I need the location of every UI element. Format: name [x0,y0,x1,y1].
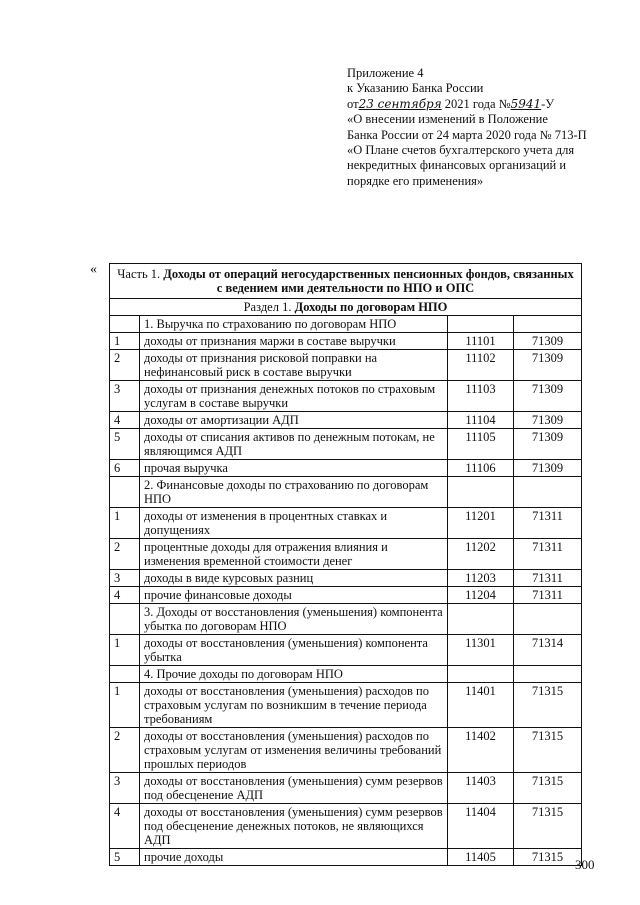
group-empty-num-cell [110,316,140,333]
group-title: 1. Выручка по страхованию по договорам НПО [140,316,448,333]
row-description: доходы от списания активов по денежным потокам, не являющимся АДП [140,429,448,460]
row-description: доходы от восстановления (уменьшения) расходов по страховым услугам по возникшим в течение периода требованиям [140,683,448,728]
row-code: 11104 [448,412,514,429]
table-row [110,412,582,429]
group-empty-account-cell [514,604,582,635]
table-row [110,683,582,728]
appendix-amendment-title: «О внесении изменений в Положение [347,112,548,127]
row-description: доходы от признания маржи в составе выручки [140,333,448,350]
row-account: 71311 [514,570,582,587]
row-account: 71309 [514,460,582,477]
group-empty-num-cell [110,477,140,508]
group-empty-code-cell [448,666,514,683]
group-title: 3. Доходы от восстановления (уменьшения) компонента убытка по договорам НПО [140,604,448,635]
row-account: 71315 [514,849,582,866]
row-description: доходы от изменения в процентных ставках и допущениях [140,508,448,539]
row-description: доходы от восстановления (уменьшения) расходов по страховым услугам от изменения величины требований прошлых периодов [140,728,448,773]
row-description: прочая выручка [140,460,448,477]
row-description: доходы от восстановления (уменьшения) сумм резервов под обесценение АДП [140,773,448,804]
section-prefix: Раздел 1. [243,300,292,314]
row-account: 71311 [514,539,582,570]
group-empty-num-cell [110,604,140,635]
opening-quote: « [90,262,97,277]
table-row [110,460,582,477]
appendix-plan-title-3: порядке его применения» [347,173,484,188]
row-account: 71315 [514,773,582,804]
table-row [110,381,582,412]
part-title-text: Доходы от операций негосударственных пенсионных фондов, связанных с ведением ими деятельности по НПО и ОПС [163,267,574,295]
appendix-header [347,66,627,189]
group-header-row [110,477,582,508]
accounts-table [109,263,582,866]
section-title [110,299,582,316]
group-empty-account-cell [514,477,582,508]
row-description: доходы от восстановления (уменьшения) сумм резервов под обесценение денежных потоков, не являющихся АДП [140,804,448,849]
row-description: доходы от восстановления (уменьшения) компонента убытка [140,635,448,666]
row-number: 4 [110,804,140,849]
row-description: доходы в виде курсовых разниц [140,570,448,587]
appendix-date-line [347,97,627,112]
row-number: 1 [110,635,140,666]
group-header-row [110,666,582,683]
accounts-table-body [110,264,582,866]
group-title: 4. Прочие доходы по договорам НПО [140,666,448,683]
part-title [110,264,582,299]
table-row [110,508,582,539]
group-empty-code-cell [448,316,514,333]
row-description: доходы от амортизации АДП [140,412,448,429]
row-code: 11405 [448,849,514,866]
row-code: 11201 [448,508,514,539]
table-row [110,429,582,460]
date-prefix: от [347,96,359,111]
row-number: 4 [110,412,140,429]
table-row [110,773,582,804]
table-row [110,849,582,866]
row-account: 71315 [514,683,582,728]
row-code: 11301 [448,635,514,666]
part-row [110,264,582,299]
row-description: доходы от признания денежных потоков по страховым услугам в составе выручки [140,381,448,412]
table-row [110,635,582,666]
row-code: 11204 [448,587,514,604]
row-number: 1 [110,508,140,539]
row-account: 71309 [514,350,582,381]
group-title: 2. Финансовые доходы по страхованию по договорам НПО [140,477,448,508]
section-title-text: Доходы по договорам НПО [294,300,448,314]
row-number: 1 [110,683,140,728]
row-code: 11106 [448,460,514,477]
row-code: 11203 [448,570,514,587]
row-number: 2 [110,350,140,381]
date-year: 2021 года № [444,96,511,111]
row-code: 11101 [448,333,514,350]
row-code: 11102 [448,350,514,381]
doc-number-suffix: -У [541,96,555,111]
section-row [110,299,582,316]
row-code: 11401 [448,683,514,728]
row-description: доходы от признания рисковой поправки на нефинансовый риск в составе выручки [140,350,448,381]
row-number: 5 [110,849,140,866]
row-account: 71314 [514,635,582,666]
group-header-row [110,316,582,333]
table-row [110,587,582,604]
part-prefix: Часть 1. [117,267,161,281]
row-account: 71311 [514,587,582,604]
group-empty-account-cell [514,666,582,683]
row-number: 5 [110,429,140,460]
page-number: 300 [575,857,595,872]
row-number: 3 [110,381,140,412]
table-row [110,804,582,849]
row-account: 71315 [514,804,582,849]
row-code: 11202 [448,539,514,570]
appendix-plan-title-2: некредитных финансовых организаций и [347,158,567,173]
group-empty-account-cell [514,316,582,333]
row-description: прочие доходы [140,849,448,866]
table-row [110,333,582,350]
row-account: 71315 [514,728,582,773]
group-empty-num-cell [110,666,140,683]
row-number: 4 [110,587,140,604]
row-description: процентные доходы для отражения влияния и изменения временной стоимости денег [140,539,448,570]
row-number: 2 [110,539,140,570]
row-number: 1 [110,333,140,350]
handwritten-doc-number: 5941 [510,96,542,111]
row-number: 2 [110,728,140,773]
group-empty-code-cell [448,477,514,508]
row-number: 6 [110,460,140,477]
row-code: 11103 [448,381,514,412]
row-number: 3 [110,773,140,804]
row-account: 71309 [514,381,582,412]
group-header-row [110,604,582,635]
row-description: прочие финансовые доходы [140,587,448,604]
row-code: 11105 [448,429,514,460]
appendix-regulation-ref: Банка России от 24 марта 2020 года № 713-П [347,127,587,142]
row-number: 3 [110,570,140,587]
row-code: 11402 [448,728,514,773]
table-row [110,539,582,570]
row-account: 71309 [514,412,582,429]
table-row [110,728,582,773]
row-code: 11404 [448,804,514,849]
row-account: 71309 [514,333,582,350]
table-row [110,350,582,381]
group-empty-code-cell [448,604,514,635]
appendix-to-directive: к Указанию Банка России [347,81,484,96]
row-account: 71309 [514,429,582,460]
appendix-title: Приложение 4 [347,66,424,80]
row-account: 71311 [514,508,582,539]
appendix-plan-title-1: «О Плане счетов бухгалтерского учета для [347,143,575,158]
handwritten-date: 23 сентября [358,96,442,111]
table-row [110,570,582,587]
row-code: 11403 [448,773,514,804]
